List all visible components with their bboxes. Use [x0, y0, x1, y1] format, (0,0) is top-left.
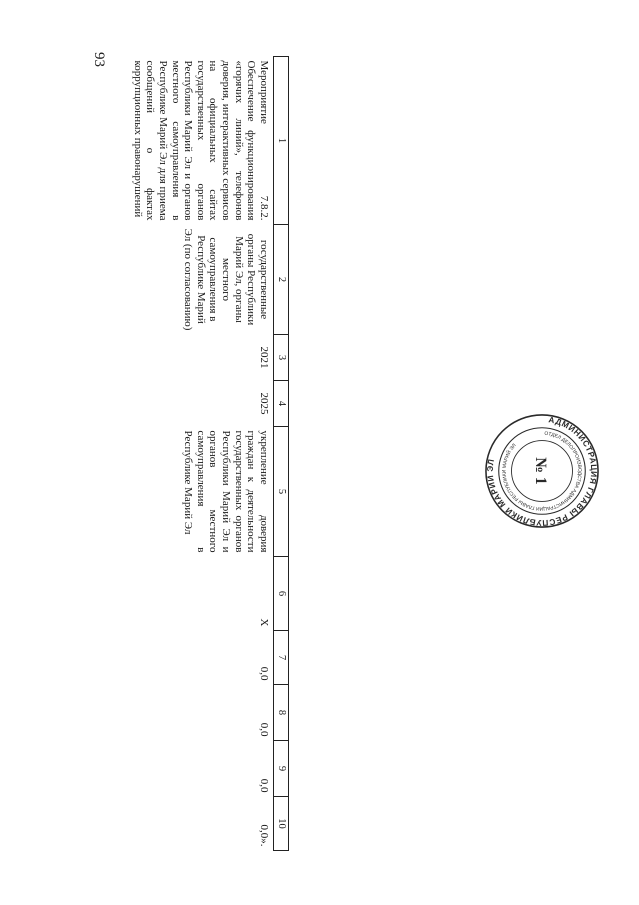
value-cell-9: 0,0 [258, 778, 270, 793]
header-cell-7: 7 [274, 631, 289, 685]
executors-text: государственные органы Республики Марий Эл, органы местного самоуправления в Республике Марий Эл (по согласованию) [182, 228, 270, 331]
header-cell-2: 2 [274, 225, 289, 335]
header-cell-1: 1 [274, 57, 289, 225]
header-row [274, 57, 289, 851]
measure-heading [257, 61, 270, 221]
header-cell-10: 10 [274, 797, 289, 851]
stamp-number: № 1 [532, 457, 550, 485]
program-table [131, 56, 289, 851]
stamp-outer-text: АДМИНИСТРАЦИЯ ГЛАВЫ РЕСПУБЛИКИ МАРИЙ ЭЛ [485, 415, 599, 528]
start-year-cell: 2021 [258, 346, 270, 369]
stamp-inner-text: ОТДЕЛ ДЕЛОПРОИЗВОДСТВА АДМИНИСТРАЦИИ ГЛАВЫ РЕСПУБЛИКИ МАРИЙ ЭЛ [502, 431, 582, 511]
value-cell-7: 0,0 [258, 666, 270, 681]
measure-cell [131, 57, 274, 225]
value-cell-10: 0,0». [258, 824, 270, 847]
header-cell-3: 3 [274, 335, 289, 381]
end-year-cell: 2025 [258, 392, 270, 415]
table-row [131, 57, 274, 851]
value-cell-6: Х [258, 618, 270, 627]
measure-description: Обеспечение функционирования «горячих линий», телефонов доверия, интерактивных сервисов на официальных сайтах государственных органов Республики Марий Эл и органов местного самоуправления в Республике Марий Эл для приема сообщений о фактах коррупционных правонарушений [131, 60, 258, 221]
expected-result-text: укрепление доверия граждан к деятельности государственных органов Республики Марий Эл и органов местного самоуправления в Республике Марий Эл [182, 430, 270, 553]
header-cell-6: 6 [274, 557, 289, 631]
header-cell-5: 5 [274, 427, 289, 557]
header-cell-8: 8 [274, 685, 289, 741]
header-cell-4: 4 [274, 381, 289, 427]
measure-label: Мероприятие [258, 60, 270, 124]
page-number: 93 [91, 52, 107, 67]
official-stamp [483, 412, 601, 530]
measure-code: 7.8.2. [258, 195, 270, 221]
expected-result-cell [131, 427, 274, 557]
executors-cell [131, 225, 274, 335]
value-cell-8: 0,0 [258, 722, 270, 737]
header-cell-9: 9 [274, 741, 289, 797]
